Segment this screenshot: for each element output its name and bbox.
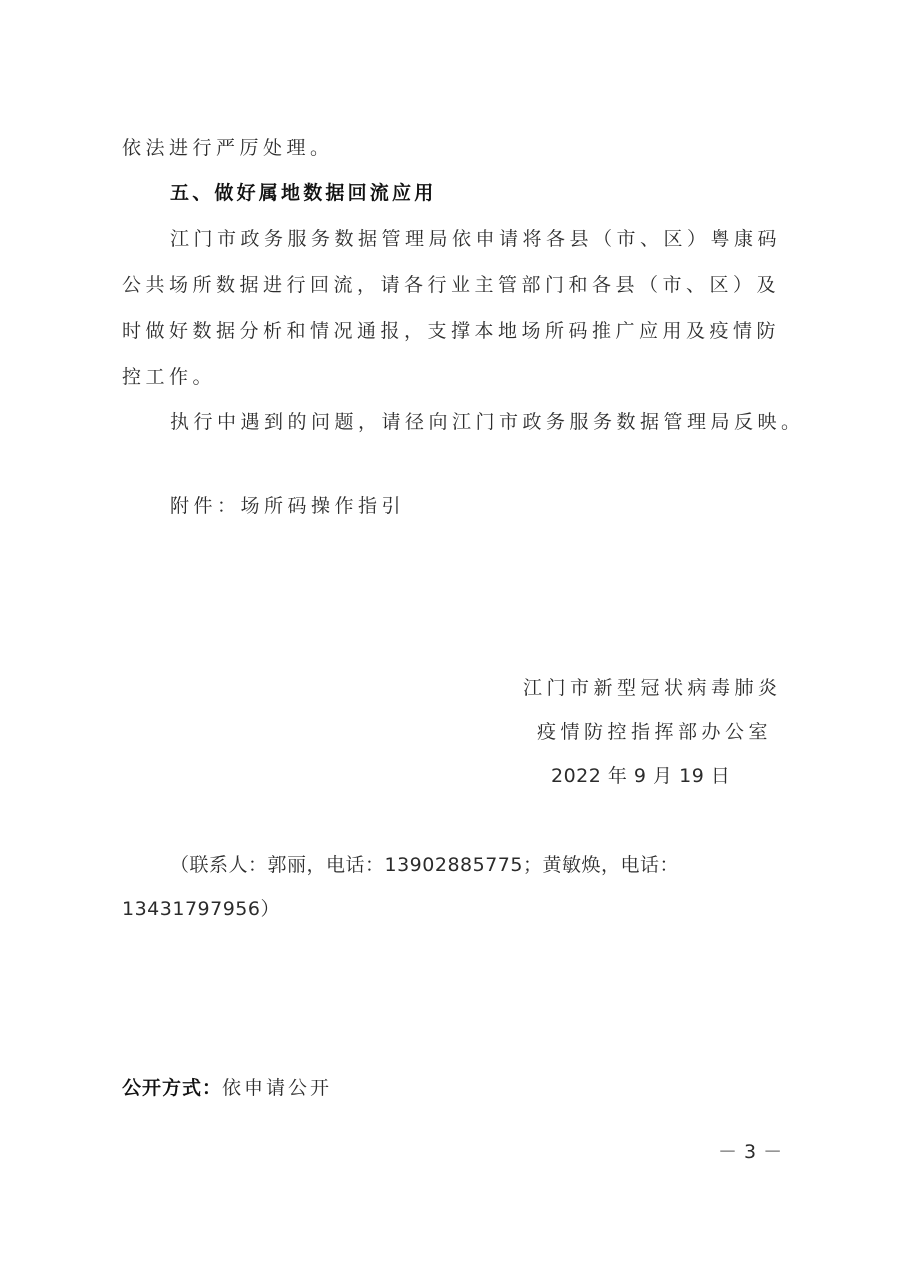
- feedback-paragraph: 执行中遇到的问题，请径向江门市政务服务数据管理局反映。: [170, 411, 805, 433]
- section-5-line-2: 公共场所数据进行回流，请各行业主管部门和各县（市、区）及: [122, 274, 781, 296]
- attachment-line: 附件：场所码操作指引: [170, 495, 406, 517]
- disclosure-label: 公开方式：: [122, 1077, 223, 1099]
- disclosure-value: 依申请公开: [222, 1077, 333, 1099]
- signature-org-line-2: 疫情防控指挥部办公室: [537, 721, 773, 743]
- paragraph-continuation: 依法进行严厉处理。: [122, 137, 334, 159]
- signature-date: 2022 年 9 月 19 日: [551, 765, 731, 787]
- signature-org-line-1: 江门市新型冠状病毒肺炎: [523, 677, 782, 699]
- section-5-line-1: 江门市政务服务数据管理局依申请将各县（市、区）粤康码: [170, 228, 782, 250]
- disclosure-line: [122, 1076, 332, 1100]
- section-5-line-4: 控工作。: [122, 366, 217, 388]
- page-number: － 3 －: [718, 1141, 783, 1163]
- contact-line-1: （联系人：郭丽，电话：13902885775；黄敏焕，电话：: [170, 854, 679, 876]
- section-5-heading: 五、做好属地数据回流应用: [170, 182, 437, 204]
- section-5-line-3: 时做好数据分析和情况通报，支撑本地场所码推广应用及疫情防: [122, 320, 781, 342]
- contact-line-2: 13431797956）: [122, 898, 280, 920]
